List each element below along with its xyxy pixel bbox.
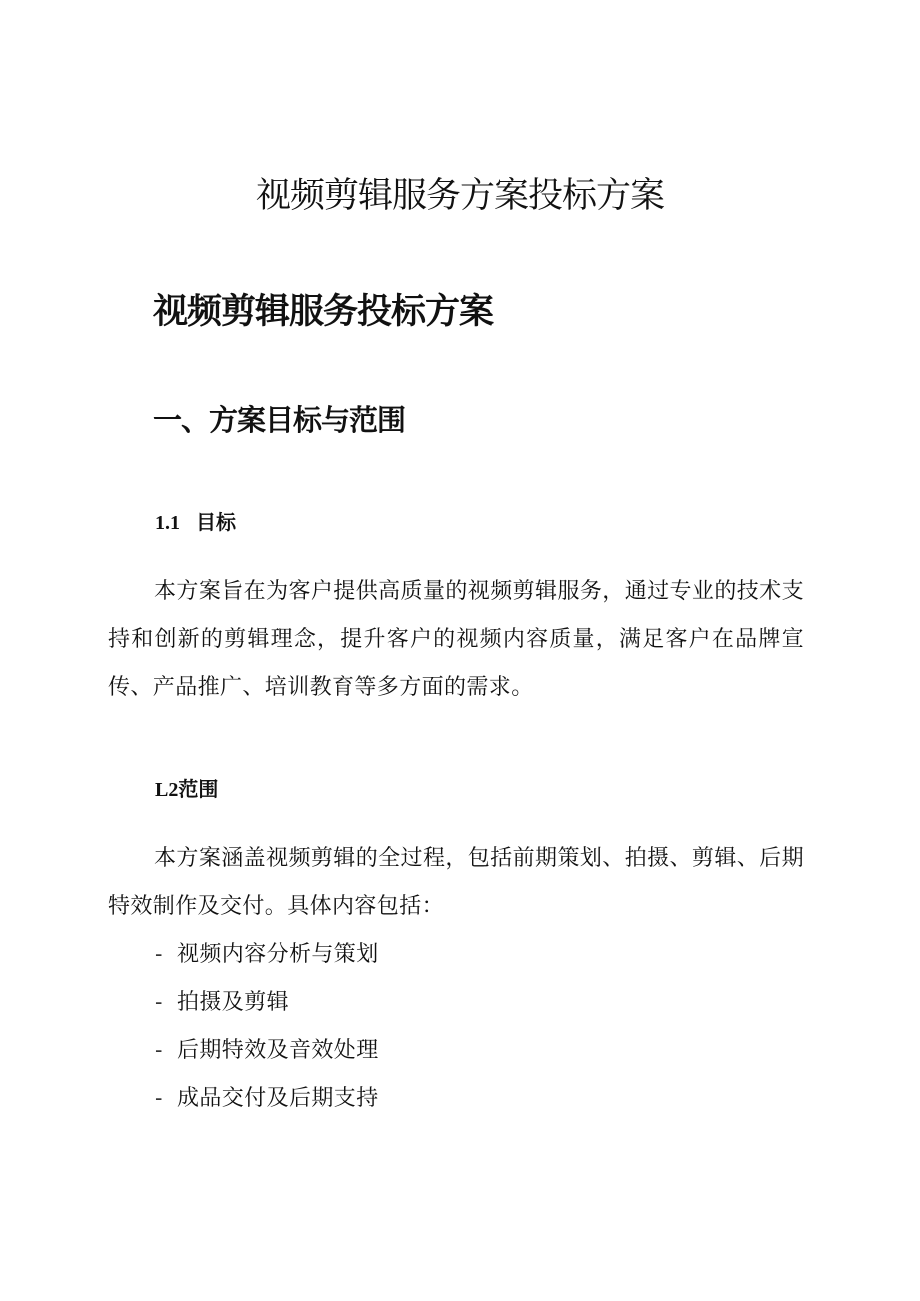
subsection-number: 1.1 <box>155 512 180 534</box>
list-item-text: 拍摄及剪辑 <box>177 990 290 1015</box>
list-item-text: 视频内容分析与策划 <box>177 942 379 967</box>
document-subtitle: 视频剪辑服务投标方案 <box>153 292 494 332</box>
subsection-heading-goal <box>155 507 236 538</box>
dash-bullet: - <box>155 1086 163 1111</box>
list-item-text: 成品交付及后期支持 <box>177 1086 379 1111</box>
scope-list <box>155 931 379 1123</box>
dash-bullet: - <box>155 990 163 1015</box>
list-item <box>155 979 379 1027</box>
goal-paragraph: 本方案旨在为客户提供高质量的视频剪辑服务，通过专业的技术支持和创新的剪辑理念，提升客户的视频内容质量，满足客户在品牌宣传、产品推广、培训教育等多方面的需求。 <box>108 579 804 700</box>
subsection-label: 范围 <box>178 777 219 801</box>
subsection-heading-scope <box>155 774 218 805</box>
dash-bullet: - <box>155 1038 163 1063</box>
scope-paragraph: 本方案涵盖视频剪辑的全过程，包括前期策划、拍摄、剪辑、后期特效制作及交付。具体内容包括： <box>108 846 804 919</box>
document-title: 视频剪辑服务方案投标方案 <box>255 176 664 216</box>
list-item <box>155 1075 379 1123</box>
subsection-number: L2 <box>155 779 179 801</box>
subsection-label: 目标 <box>196 510 236 534</box>
list-item <box>155 1027 379 1075</box>
list-item-text: 后期特效及音效处理 <box>177 1038 379 1063</box>
dash-bullet: - <box>155 942 163 967</box>
list-item <box>155 931 379 979</box>
section-heading: 一、方案目标与范围 <box>153 403 406 437</box>
